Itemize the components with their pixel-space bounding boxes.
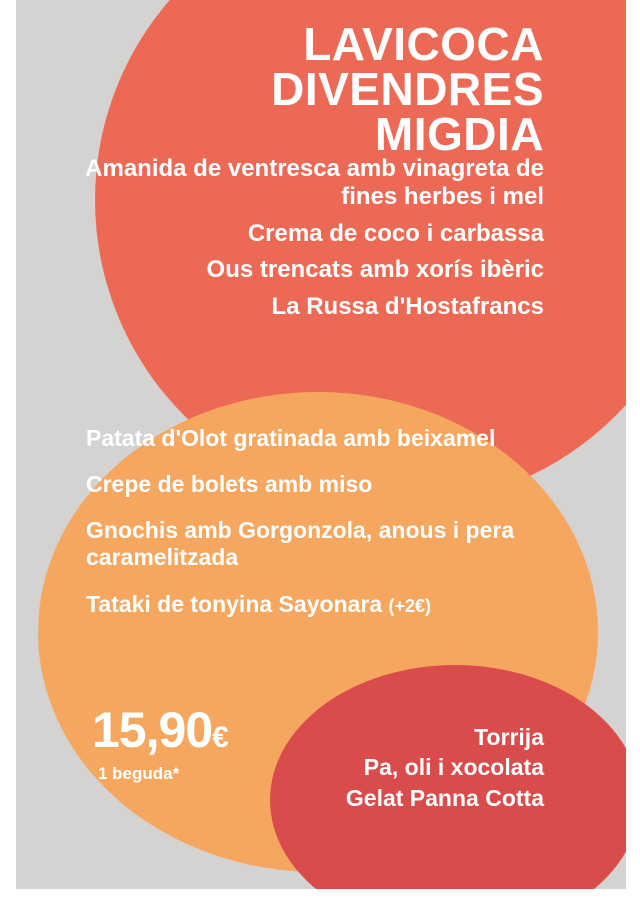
dessert-item: Pa, oli i xocolata bbox=[363, 754, 544, 781]
second-course-item bbox=[86, 471, 566, 498]
first-course-item: La Russa d'Hostafrancs bbox=[271, 293, 544, 321]
first-course-item: Crema de coco i carbassa bbox=[247, 219, 544, 247]
desserts-list bbox=[244, 722, 544, 813]
second-course-item bbox=[86, 517, 566, 571]
right-margin-strip bbox=[626, 0, 640, 905]
second-course-name: Patata d'Olot gratinada amb beixamel bbox=[86, 425, 496, 451]
price-note: 1 beguda* bbox=[98, 764, 180, 783]
second-course-item bbox=[86, 425, 566, 452]
second-course-name: Tataki de tonyina Sayonara bbox=[86, 590, 383, 617]
second-course-name: Crepe de bolets amb miso bbox=[86, 471, 373, 498]
title-line-2: DIVENDRES bbox=[271, 63, 544, 116]
title-line-3: MIGDIA bbox=[374, 108, 544, 161]
second-course-supplement: (+2€) bbox=[388, 595, 432, 616]
first-courses-list bbox=[74, 155, 544, 330]
first-course-item: Ous trencats amb xorís ibèric bbox=[206, 256, 544, 284]
second-course-item bbox=[86, 591, 566, 618]
price-amount: 15,90 bbox=[92, 702, 213, 758]
title-line-1: LAVICOCA bbox=[303, 18, 544, 70]
dessert-item: Torrija bbox=[474, 724, 544, 750]
bottom-margin-strip bbox=[0, 889, 640, 905]
second-courses-list bbox=[86, 425, 566, 637]
left-margin-strip bbox=[0, 0, 16, 905]
second-course-name: Gnochis amb Gorgonzola, anous i pera caramelitzada bbox=[86, 517, 515, 571]
price-currency: € bbox=[212, 721, 228, 754]
poster-title bbox=[84, 18, 544, 161]
dessert-item: Gelat Panna Cotta bbox=[345, 784, 544, 811]
first-course-item: Amanida de ventresca amb vinagreta de fines herbes i mel bbox=[85, 155, 544, 210]
